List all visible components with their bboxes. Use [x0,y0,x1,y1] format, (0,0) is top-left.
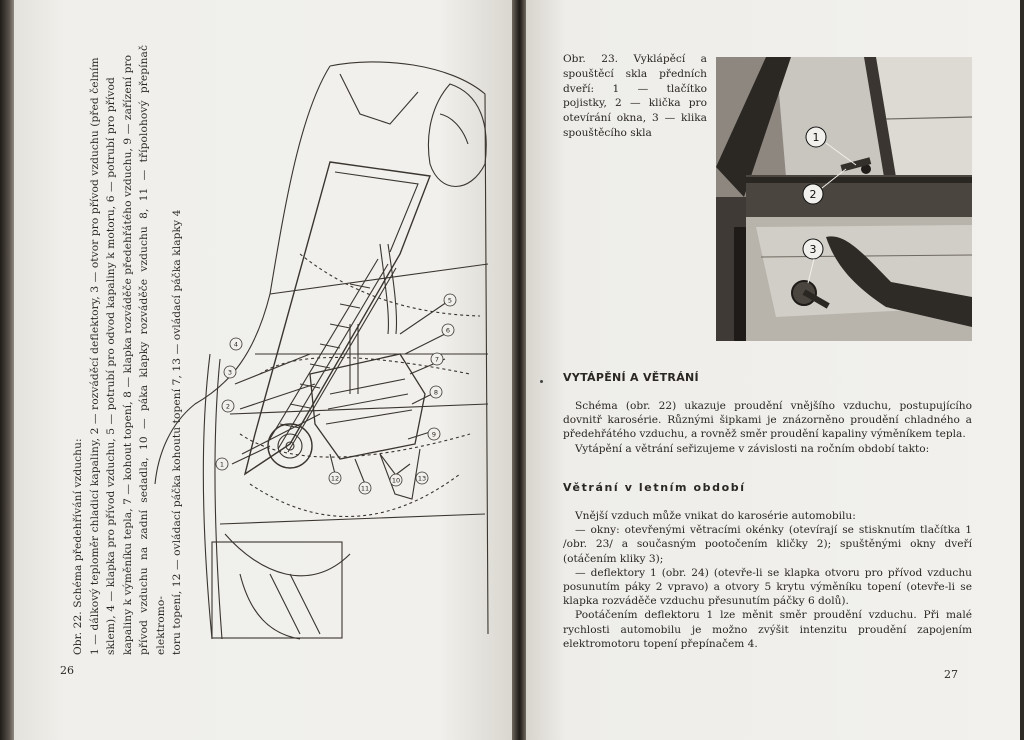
paragraph-2: Vytápění a větrání seřizujeme v závislosti na ročním období takto: [575,442,930,455]
callout-1 [216,458,228,470]
callout-5 [444,294,456,306]
callout-2 [222,400,234,412]
callout-13 [416,472,428,484]
svg-text:6: 6 [445,326,451,335]
caption-line: toru topení, 12 — ovládací páčka kohoutu topení 7, 13 — ovládací páčka klapky 4 [171,209,183,655]
svg-text:2: 2 [225,402,231,411]
callout-9 [428,428,440,440]
svg-text:1: 1 [219,460,225,469]
callout-10 [390,474,402,486]
caption-line: 1 — dálkový teploměr chladicí kapaliny, 2 — rozváděcí deflektory, 3 — otvor pro přívod vzduchu (před čelním [88,57,101,655]
svg-text:3: 3 [227,368,233,377]
svg-text:11: 11 [360,484,370,493]
figure-23-caption: Obr. 23. Vyklápěcí a spouštěcí skla předních dveří: 1 — tlačítko pojistky, 2 — klička pro otevírání okna, 3 — klika spouštěcího skla [563,53,707,139]
paragraph-group [563,509,972,651]
caption-line: sklem), 4 — klapka pro přívod vzduchu, 5 — potrubí pro odvod kapaliny k motoru, 6 — potrubí pro přívod [105,77,117,655]
callout-3 [224,366,236,378]
callout-11 [359,482,371,494]
caption-line: Obr. 22. Schéma předehřívání vzduchu: [72,438,84,655]
page-number-right: 27 [944,668,958,681]
callout-4 [230,338,242,350]
paragraph-3: Vnější vzduch může vnikat do karosérie automobilu: [575,510,856,522]
page-speck [540,380,543,383]
svg-text:5: 5 [447,296,453,305]
callout-8 [430,386,442,398]
svg-text:7: 7 [434,355,440,364]
svg-text:1: 1 [812,131,820,144]
section-title: VYTÁPĚNÍ A VĚTRÁNÍ [563,371,699,384]
subsection-title: Větrání v letním období [563,481,746,494]
heating-schematic-diagram [150,54,495,644]
callout-7 [431,353,443,365]
callout-6 [442,324,454,336]
svg-text:12: 12 [330,474,340,483]
caption-line: kapaliny k výměníku tepla, 7 — kohout topení, 8 — klapka rozváděče předehřátého vzduchu, 9 — zařízení pro [121,54,134,655]
door-window-photo [716,57,972,341]
caption-line: přívod vzduchu na zadní sedadla, 10 — páka klapky rozváděče vzduchu 8, 11 — třípolohový přepínač elektromo- [138,45,167,655]
svg-text:8: 8 [433,388,439,397]
page-number-left: 26 [60,664,74,677]
svg-text:4: 4 [233,340,239,349]
svg-text:9: 9 [431,430,437,439]
paragraph-5: — deflektory 1 (obr. 24) (otevře-li se klapka otvoru pro přívod vzduchu posunutím páky 2 vpravo) a otvory 5 krytu výměníku topení (otevře-li se klapka rozváděče vzduchu přesunutím páčky 6 dolů). [563,566,972,608]
paragraph [563,399,972,456]
paragraph-6: Pootáčením deflektoru 1 lze měnit směr proudění vzduchu. Při malé rychlosti automobilu je možno zvýšit intenzitu proudění zapojením elektromotoru topení přepínačem 4. [563,609,972,650]
callout-12 [329,472,341,484]
svg-text:13: 13 [417,474,427,483]
paragraph-1: Schéma (obr. 22) ukazuje proudění vnějšího vzduchu, postupujícího dovnitř karosérie. Různými šipkami je znázorněno proudění chladného a předehřátého vzduchu, a rovněž směr proudění kapaliny výměníkem tepla. [563,400,972,441]
paragraph-4: — okny: otevřenými větracími okénky (otevírají se stisknutím tlačítka 1 /obr. 23/ a současným pootočením kličky 2); spuštěnými okny dveří (otáčením kliky 3); [563,524,972,565]
svg-text:3: 3 [809,243,817,256]
svg-text:2: 2 [809,188,817,201]
svg-text:10: 10 [391,476,401,485]
